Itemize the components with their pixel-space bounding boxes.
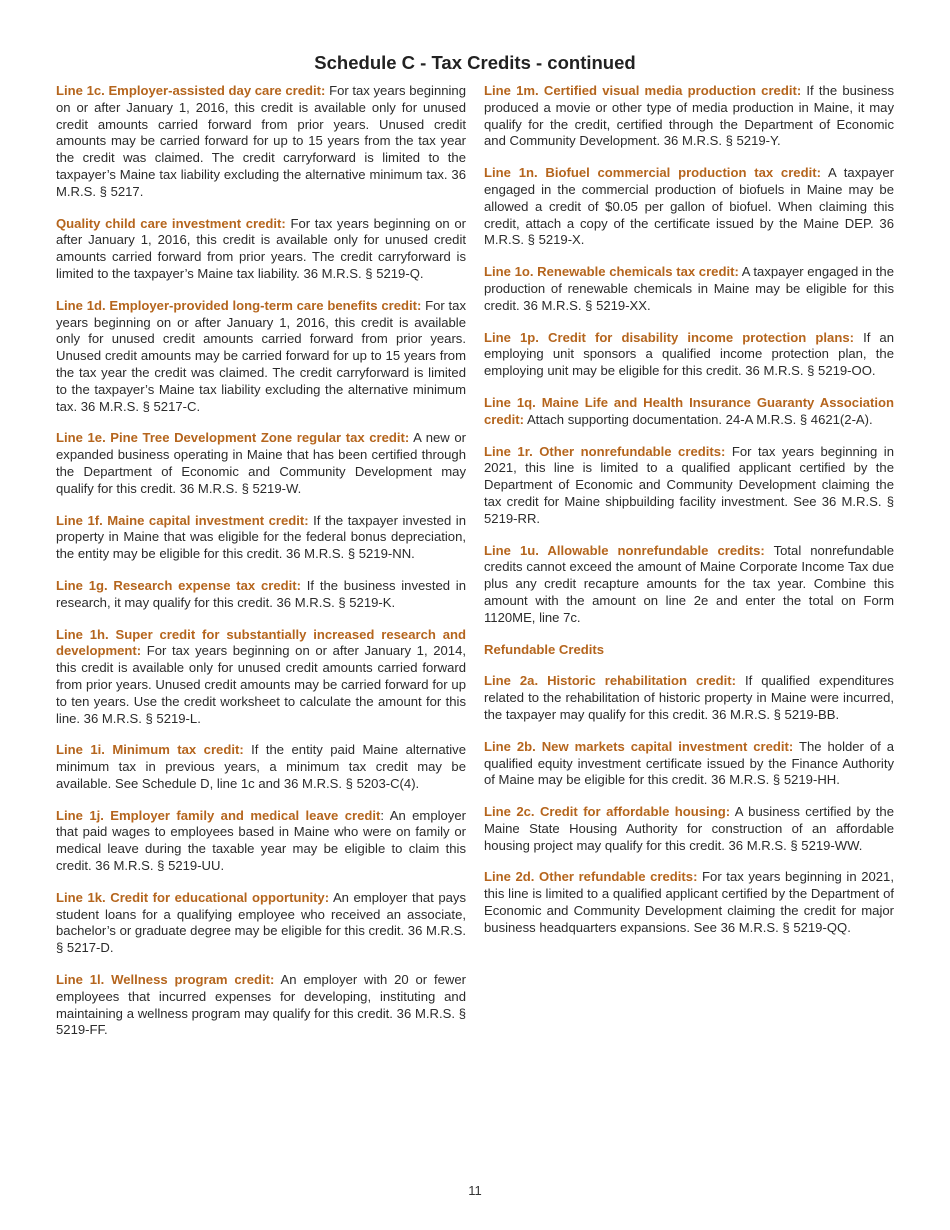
credit-heading: Line 1p. Credit for disability income protection plans:: [484, 329, 854, 345]
credit-paragraph-1f: [56, 513, 466, 563]
credit-text: For tax years beginning on or after January 1, 2016, this credit is available only for unused credit amounts carried forward from prior years. Unused credit amounts may be carried forward for up to 15 years from the tax year the credit was claimed. The credit carryforward is limited to the taxpayer’s Maine tax liability excluding the alternative minimum tax. 36 M.R.S. § 5217-C.: [56, 297, 467, 414]
credit-text: For tax years beginning in 2021, this line is limited to a qualified applicant certified by the Department of Economic and Community Development claiming the credit for major business headquarters expansions. See 36 M.R.S. § 5219-QQ.: [484, 869, 894, 935]
credit-heading: Line 1j. Employer family and medical leave credit: [56, 807, 381, 823]
credit-text: If the entity paid Maine alternative minimum tax in previous years, a minimum tax credit may be available. See Schedule D, line 1c and 36 M.R.S. § 5203-C(4).: [56, 742, 466, 791]
credit-text: A business certified by the Maine State Housing Authority for construction of an affordable housing project may qualify for this credit. 36 M.R.S. § 5219-WW.: [484, 804, 894, 853]
credit-text: A new or expanded business operating in Maine that has been certified through the Department of Economic and Community Development may qualify for this credit. 36 M.R.S. § 5219-W.: [56, 430, 466, 496]
credit-paragraph-1g: [56, 578, 466, 612]
section-heading-refundable-credits: Refundable Credits: [484, 641, 605, 657]
credit-heading: Line 1u. Allowable nonrefundable credits:: [484, 542, 765, 558]
credit-text: For tax years beginning on or after January 1, 2014, this credit is available only for unused credit amounts carried forward from prior years. Unused credit amounts may be carried forward for up to ten years. Use the credit worksheet to calculate the amount for this line. 36 M.R.S. § 5219-L.: [56, 643, 466, 726]
credit-heading: Line 1c. Employer-assisted day care credit:: [56, 83, 326, 98]
left-column: [56, 83, 466, 1054]
credit-paragraph-child-care: [56, 216, 466, 283]
credit-text: An employer that pays student loans for a qualifying employee who received an associate, bachelor’s or graduate degree may be eligible for this credit. 36 M.R.S. § 5217-D.: [56, 889, 467, 956]
credit-heading: Line 1f. Maine capital investment credit:: [56, 512, 309, 528]
credit-heading: Line 1o. Renewable chemicals tax credit:: [484, 264, 739, 280]
credit-paragraph-1k: [56, 890, 466, 957]
credit-heading: Line 1d. Employer-provided long-term care benefits credit:: [56, 297, 422, 313]
credit-text: Total nonrefundable credits cannot exceed the amount of Maine Corporate Income Tax due plus any credit recapture amounts for the tax year. Combine this amount with the amount on line 2e and enter the total on Form 1120ME, line 7c.: [484, 542, 894, 625]
credit-paragraph-1l: [56, 972, 466, 1039]
credit-paragraph-1q: [484, 395, 894, 429]
credit-heading: Line 2d. Other refundable credits:: [484, 869, 698, 885]
credit-text: For tax years beginning in 2021, this line is limited to a qualified applicant certified by the Department of Economic and Community Development claiming the tax credit for Maine shipbuilding facility investment. See 36 M.R.S. § 5219-RR.: [484, 443, 894, 526]
credit-paragraph-1j: [56, 808, 466, 875]
credit-paragraph-1r: [484, 444, 894, 528]
credit-heading: Line 1n. Biofuel commercial production tax credit:: [484, 165, 821, 181]
credit-paragraph-1e: [56, 430, 466, 497]
credit-text: If an employing unit sponsors a qualified income protection plan, the employing unit may be eligible for this credit. 36 M.R.S. § 5219-OO.: [484, 329, 895, 379]
credit-text: The holder of a qualified equity investment certificate issued by the Finance Authority of Maine may be eligible for this credit. 36 M.R.S. § 5219-HH.: [484, 738, 894, 788]
credit-paragraph-1p: [484, 330, 894, 380]
credit-text: A taxpayer engaged in the production of renewable chemicals in Maine may be eligible for this credit. 36 M.R.S. § 5219-XX.: [484, 264, 894, 313]
right-column: [484, 83, 894, 952]
page-title: Schedule C - Tax Credits - continued: [314, 52, 636, 73]
credit-text: If the business produced a movie or other type of media production in Maine, it may qualify for the credit, certified through the Department of Economic and Community Development. 36 M.R.S. § 5219-Y.: [484, 83, 894, 149]
credit-text: Attach supporting documentation. 24-A M.R.S. § 4621(2-A).: [524, 411, 873, 427]
credit-heading: Quality child care investment credit:: [56, 215, 286, 231]
credit-text: For tax years beginning on or after January 1, 2016, this credit is available only for unused credit amounts carried forward from prior years. The credit carryforward is limited to the taxpayer’s Maine tax liability. 36 M.R.S. § 5219-Q.: [56, 215, 466, 281]
credit-heading: Line 1i. Minimum tax credit:: [56, 742, 244, 758]
credit-heading: Line 2b. New markets capital investment credit:: [484, 738, 794, 754]
credit-paragraph-2a: [484, 673, 894, 723]
credit-paragraph-1h: [56, 627, 466, 728]
credit-paragraph-1i: [56, 742, 466, 792]
credit-heading: Line 1l. Wellness program credit:: [56, 972, 275, 988]
credit-paragraph-1o: [484, 264, 894, 314]
credit-text: If qualified expenditures related to the rehabilitation of historic property in Maine were incurred, the taxpayer may qualify for this credit. 36 M.R.S. § 5219-BB.: [484, 673, 894, 722]
credit-heading: Line 1r. Other nonrefundable credits:: [484, 443, 726, 459]
page-number: 11: [468, 1183, 482, 1198]
credit-heading: Line 1h. Super credit for substantially increased research and development:: [56, 626, 466, 659]
credit-heading: Line 1m. Certified visual media production credit:: [484, 83, 802, 98]
credit-text: An employer with 20 or fewer employees that incurred expenses for developing, instituting and maintaining a wellness program may qualify for this credit. 36 M.R.S. § 5219-FF.: [56, 972, 467, 1038]
credit-paragraph-1d: [56, 298, 466, 416]
credit-heading: Line 1q. Maine Life and Health Insurance Guaranty Association credit:: [484, 394, 894, 427]
credit-heading: Line 1e. Pine Tree Development Zone regular tax credit:: [56, 430, 410, 446]
credit-paragraph-2c: [484, 804, 894, 854]
credit-paragraph-1u: [484, 543, 894, 627]
credit-heading: Line 1g. Research expense tax credit:: [56, 577, 302, 593]
credit-heading: Line 2a. Historic rehabilitation credit:: [484, 673, 737, 689]
credit-text: If the business invested in research, it may qualify for this credit. 36 M.R.S. § 5219-K.: [56, 577, 466, 610]
credit-paragraph-1c: [56, 83, 466, 201]
credit-paragraph-2b: [484, 739, 894, 789]
credit-text: If the taxpayer invested in property in Maine that was eligible for the federal bonus depreciation, the entity may be eligible for this credit. 36 M.R.S. § 5219-NN.: [56, 512, 466, 562]
credit-text: A taxpayer engaged in the commercial production of biofuels in Maine may be allowed a credit of $0.05 per gallon of biofuel. When claiming this credit, attach a copy of the certificate issued by the Maine DEP. 36 M.R.S. § 5219-X.: [484, 165, 894, 248]
credit-paragraph-1n: [484, 165, 894, 249]
credit-paragraph-2d: [484, 869, 894, 936]
credit-text: For tax years beginning on or after January 1, 2016, this credit is available only for unused credit amounts carried forward from prior years. Unused credit amounts may be carried forward for up to 15 years from the tax year the credit was claimed. The credit carryforward is limited to the taxpayer’s Maine tax liability excluding the alternative minimum tax. 36 M.R.S. § 5217.: [56, 83, 466, 199]
credit-heading: Line 2c. Credit for affordable housing:: [484, 804, 731, 820]
credit-paragraph-1m: [484, 83, 894, 150]
credit-text: : An employer that paid wages to employees based in Maine who were on family or medical leave during the taxable year may be eligible to claim this credit. 36 M.R.S. § 5219-UU.: [56, 807, 466, 874]
credit-heading: Line 1k. Credit for educational opportunity:: [56, 889, 330, 905]
